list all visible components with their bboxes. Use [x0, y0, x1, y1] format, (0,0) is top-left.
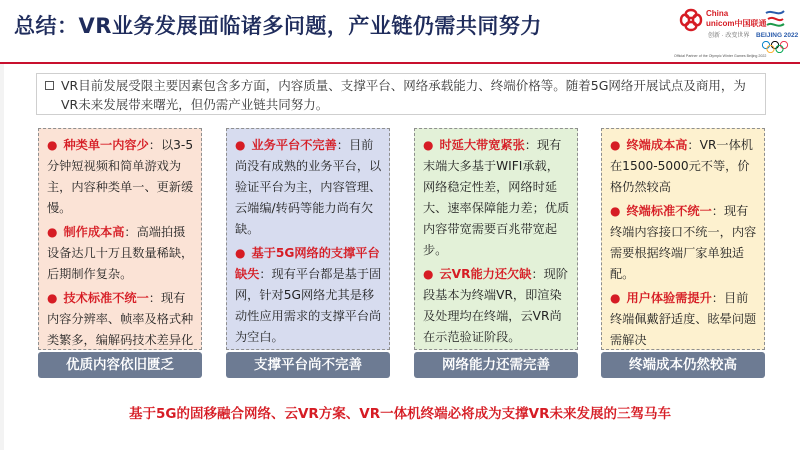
brand-line1: China — [706, 9, 729, 18]
side-accent-bar — [0, 64, 6, 450]
point-text: ：现有内容分辨率、帧率及格式种类繁多，编解码技术差异化 — [47, 291, 194, 347]
point — [610, 201, 758, 285]
intro-box — [36, 73, 766, 115]
bottom-conclusion: 基于5G的固移融合网络、云VR方案、VR一体机终端必将成为支撑VR未来发展的三驾马车 — [128, 406, 671, 422]
point-head: 种类单一内容少 — [63, 138, 149, 152]
checkbox-bullet-icon — [45, 81, 54, 90]
point — [235, 243, 383, 348]
partner-line: Official Partner of the Olympic Winter Games Beijing 2022 — [674, 54, 767, 58]
point-head: 用户体验需提升 — [626, 291, 712, 305]
tab-content-scarcity: 优质内容依旧匮乏 — [38, 352, 202, 378]
point-head: 终端标准不统一 — [626, 204, 712, 218]
point — [47, 135, 195, 219]
sponsor-logo — [674, 5, 799, 61]
point — [47, 222, 195, 285]
point-head: 基于5G网络的支撑平台缺失 — [235, 246, 380, 281]
brand-slogan: 创新 · 改变世界 — [708, 33, 750, 39]
bullet-icon: ● — [235, 138, 246, 152]
tab-terminal: 终端成本仍然较高 — [601, 352, 765, 378]
point — [423, 135, 571, 261]
point-text: ：VR一体机在1500-5000元不等，价格仍然较高 — [610, 138, 753, 194]
point-text: ：目前尚没有成熟的业务平台，以验证平台为主，内容管理、云端编/转码等能力尚有欠缺。 — [235, 138, 382, 236]
title-rule — [0, 62, 800, 64]
point-text: ：目前终端佩戴舒适度、眩晕问题需解决 — [610, 291, 757, 347]
bullet-icon: ● — [610, 204, 621, 218]
point-head: 制作成本高 — [63, 225, 125, 239]
tab-platform: 支撑平台尚不完善 — [226, 352, 390, 378]
bullet-icon: ● — [610, 291, 621, 305]
point — [235, 135, 383, 240]
point-text: ：现阶段基本为终端VR，即渲染及处理均在终端，云VR尚在示范验证阶段。 — [423, 267, 568, 344]
column-network — [414, 128, 578, 350]
olympic-rings-icon — [760, 41, 790, 53]
unicom-knot-icon — [678, 7, 704, 33]
point-head: 业务平台不完善 — [251, 138, 337, 152]
brand-line2: unicom中国联通 — [706, 19, 767, 28]
column-content — [38, 128, 202, 350]
point-text: ：现有平台都是基于固网，针对5G网络尤其是移动性应用需求的支撑平台尚为空白。 — [235, 267, 382, 344]
point-text: ：现有终端内容接口不统一，内容需要根据终端厂家单独适配。 — [610, 204, 757, 281]
bullet-icon: ● — [423, 267, 434, 281]
bullet-icon: ● — [47, 138, 58, 152]
intro-text: VR目前发展受限主要因素包含多方面，内容质量、支撑平台、网络承载能力、终端价格等。随着5G网络开展试点及商用，为VR未来发展带来曙光，但仍需产业链共同努力。 — [61, 78, 746, 112]
bullet-icon: ● — [235, 246, 246, 260]
tab-network: 网络能力还需完善 — [414, 352, 578, 378]
page-title: 总结：VR业务发展面临诸多问题，产业链仍需共同努力 — [14, 14, 542, 38]
point-head: 终端成本高 — [626, 138, 688, 152]
column-platform — [226, 128, 390, 350]
point-text: ：现有末端大多基于WIFI承载，网络稳定性差，网络时延大、速率保障能力差；优质内容带宽需要百兆带宽起步。 — [423, 138, 570, 257]
bullet-icon: ● — [47, 291, 58, 305]
point — [423, 264, 571, 348]
games-name: BEIJING 2022 — [756, 32, 799, 39]
bullet-icon: ● — [423, 138, 434, 152]
winter-games-emblem-icon — [762, 7, 788, 31]
point-head: 时延大带宽紧张 — [439, 138, 525, 152]
bullet-icon: ● — [47, 225, 58, 239]
bullet-icon: ● — [610, 138, 621, 152]
point — [610, 288, 758, 351]
point-text: ：以3-5分钟短视频和简单游戏为主，内容种类单一、更新缓慢。 — [47, 138, 194, 215]
point-head: 云VR能力还欠缺 — [439, 267, 532, 281]
point — [610, 135, 758, 198]
column-terminal — [601, 128, 765, 350]
point-head: 技术标准不统一 — [63, 291, 149, 305]
point-text: ：高端拍摄设备达几十万且数量稀缺，后期制作复杂。 — [47, 225, 194, 281]
